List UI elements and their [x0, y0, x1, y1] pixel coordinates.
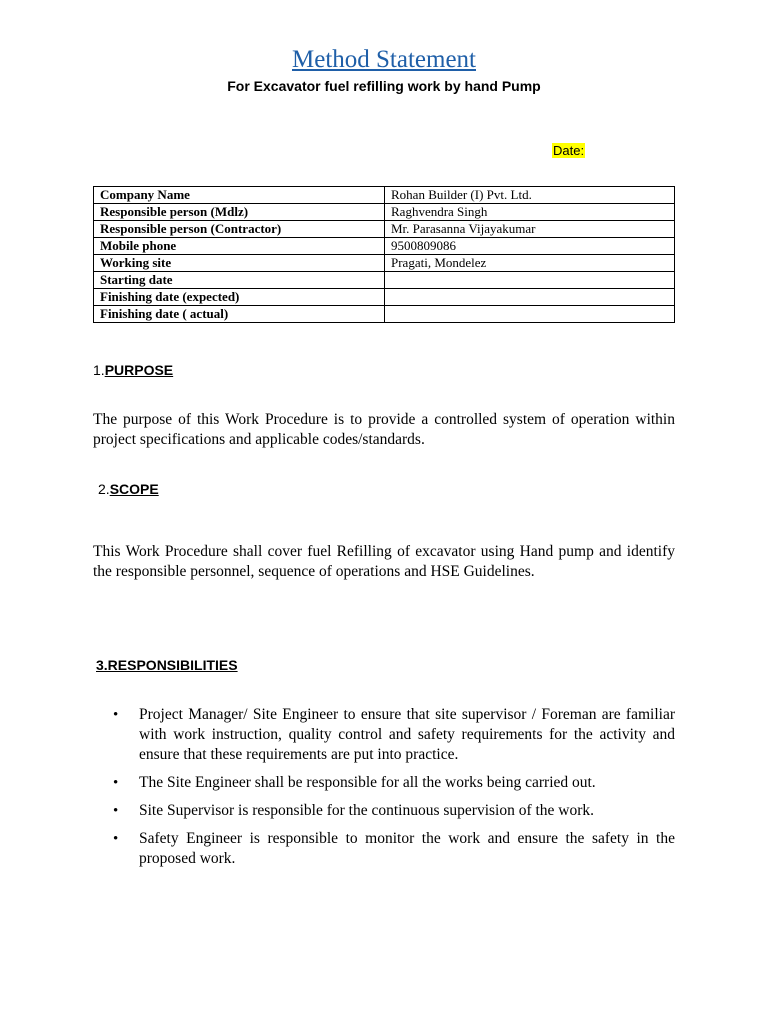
- info-table-value: [385, 272, 675, 289]
- info-table-row: [94, 238, 675, 255]
- scope-text: This Work Procedure shall cover fuel Refilling of excavator using Hand pump and identify the responsible personnel, sequence of operations and HSE Guidelines.: [93, 543, 675, 580]
- list-item-text: The Site Engineer shall be responsible for all the works being carried out.: [139, 774, 596, 791]
- info-table-row: [94, 289, 675, 306]
- info-table-value: Mr. Parasanna Vijayakumar: [385, 221, 675, 238]
- info-table-label: Finishing date ( actual): [94, 306, 385, 323]
- info-table-value: Pragati, Mondelez: [385, 255, 675, 272]
- list-item: [93, 801, 675, 821]
- document-title: Method Statement: [292, 46, 476, 73]
- info-table-label: Responsible person (Contractor): [94, 221, 385, 238]
- info-table-label: Starting date: [94, 272, 385, 289]
- info-table-row: [94, 272, 675, 289]
- info-table-label: Mobile phone: [94, 238, 385, 255]
- list-item: [93, 829, 675, 869]
- info-table-value: [385, 306, 675, 323]
- info-table-row: [94, 187, 675, 204]
- purpose-text: The purpose of this Work Procedure is to provide a controlled system of operation within project specifications and applicable codes/standards.: [93, 411, 675, 448]
- bullet-icon: •: [113, 803, 119, 819]
- purpose-number: 1.: [93, 362, 105, 378]
- document-subtitle: For Excavator fuel refilling work by hand Pump: [227, 78, 541, 94]
- list-item-text: Site Supervisor is responsible for the continuous supervision of the work.: [139, 802, 595, 819]
- info-table-row: [94, 255, 675, 272]
- info-table-row: [94, 204, 675, 221]
- responsibilities-heading-label: 3.RESPONSIBILITIES: [96, 657, 238, 673]
- purpose-heading-label: PURPOSE: [104, 362, 174, 378]
- scope-heading-label: SCOPE: [109, 481, 159, 497]
- date-label: Date:: [553, 143, 585, 158]
- info-table-label: Working site: [94, 255, 385, 272]
- list-item-text: Safety Engineer is responsible to monitor the work and ensure the safety in the proposed work.: [139, 830, 675, 867]
- bullet-icon: •: [113, 831, 119, 847]
- scope-heading: [98, 481, 159, 497]
- info-table-value: 9500809086: [385, 238, 675, 255]
- info-table: [93, 186, 675, 323]
- info-table-value: [385, 289, 675, 306]
- list-item-text: Project Manager/ Site Engineer to ensure that site supervisor / Foreman are familiar with work instruction, quality control and safety requirements for the activity and ensure that these requirements are put into practice.: [139, 706, 675, 763]
- info-table-label: Finishing date (expected): [94, 289, 385, 306]
- bullet-icon: •: [113, 775, 119, 791]
- info-table-value: Raghvendra Singh: [385, 204, 675, 221]
- scope-number: 2.: [98, 481, 110, 497]
- list-item: [93, 773, 675, 793]
- info-table-label: Responsible person (Mdlz): [94, 204, 385, 221]
- list-item: [93, 705, 675, 765]
- purpose-heading: [93, 362, 173, 378]
- responsibilities-heading: [96, 657, 238, 673]
- info-table-row: [94, 306, 675, 323]
- responsibilities-list: [93, 705, 675, 877]
- info-table-label: Company Name: [94, 187, 385, 204]
- bullet-icon: •: [113, 707, 119, 723]
- info-table-value: Rohan Builder (I) Pvt. Ltd.: [385, 187, 675, 204]
- info-table-row: [94, 221, 675, 238]
